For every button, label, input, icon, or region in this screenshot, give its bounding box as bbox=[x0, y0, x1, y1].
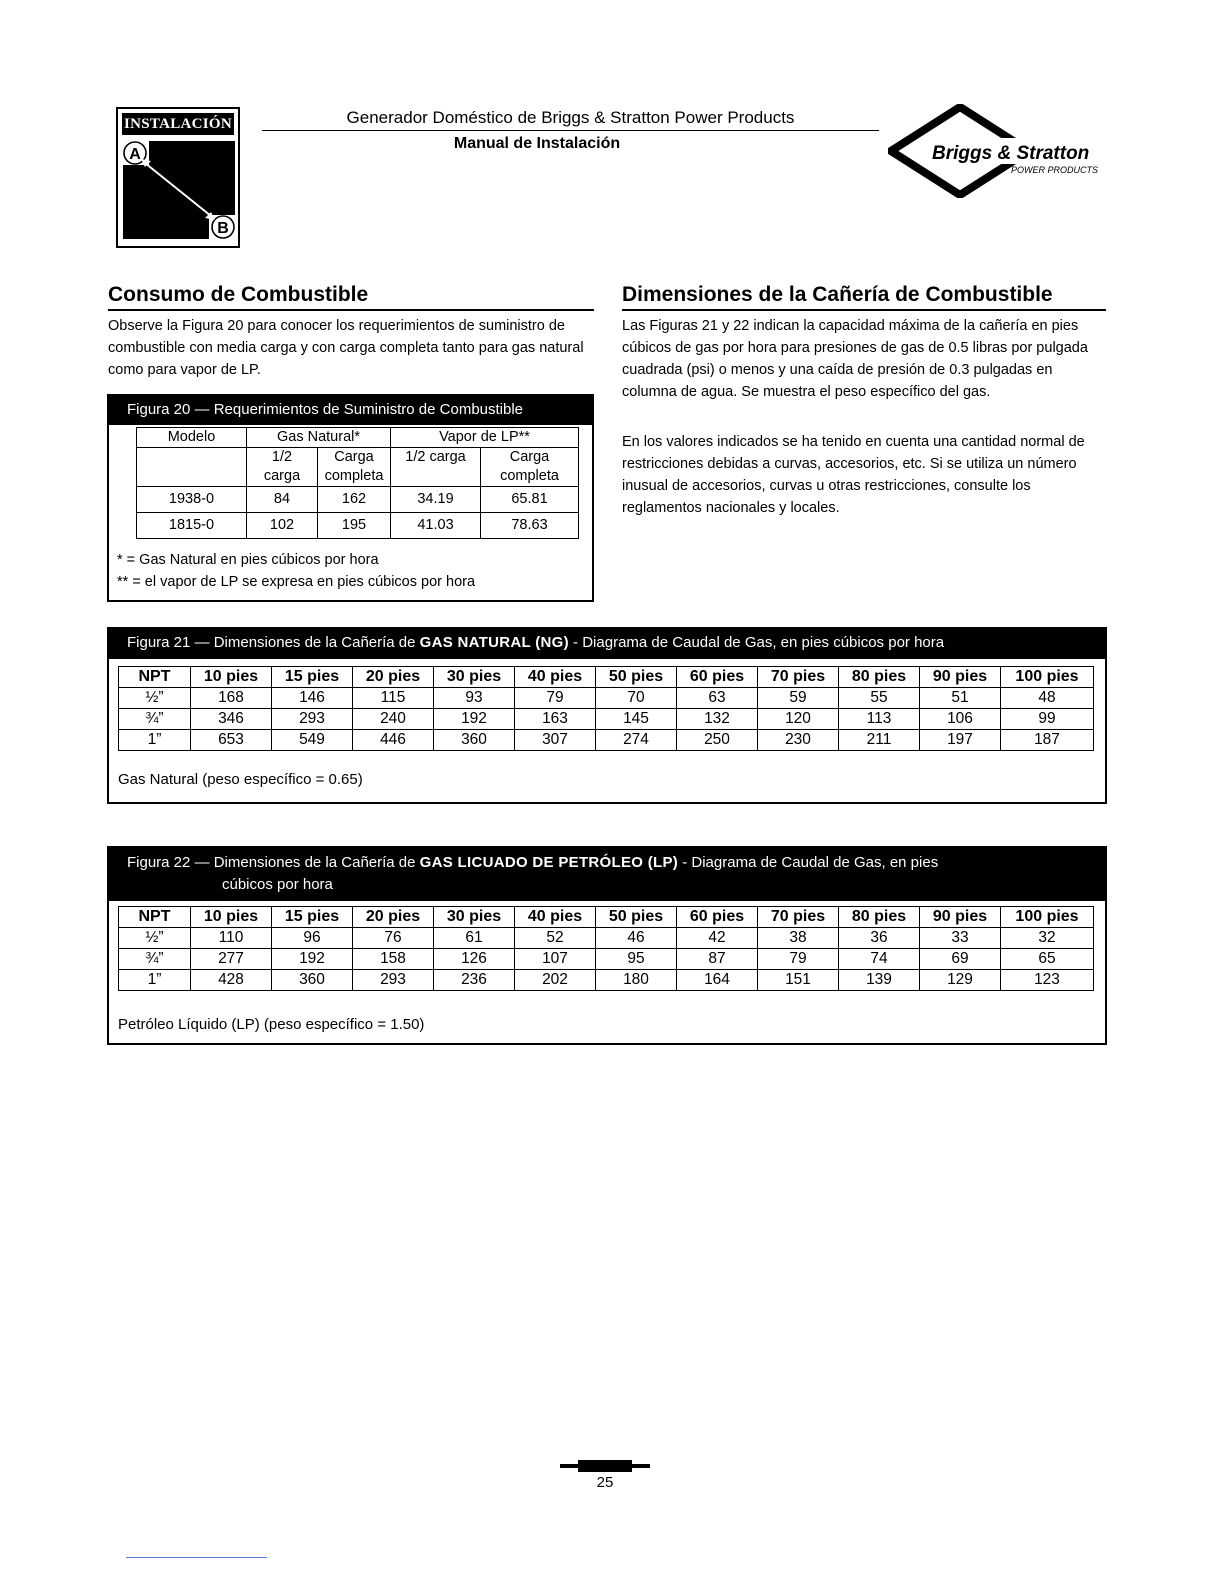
table-cell: 78.63 bbox=[481, 513, 579, 539]
flow-value-cell: 107 bbox=[515, 949, 596, 970]
heading-rule bbox=[622, 309, 1106, 311]
header-cell: Gas Natural* bbox=[247, 428, 391, 448]
header-cell: 90 pies bbox=[920, 907, 1001, 928]
figure-22-lp-gas-pipe-sizing bbox=[107, 846, 1107, 1045]
header-cell: 1/2 carga bbox=[391, 448, 481, 487]
table-cell: 41.03 bbox=[391, 513, 481, 539]
header-cell: 40 pies bbox=[515, 667, 596, 688]
table-cell: 34.19 bbox=[391, 487, 481, 513]
flow-value-cell: 192 bbox=[434, 709, 515, 730]
table-cell: 162 bbox=[318, 487, 391, 513]
flow-value-cell: 192 bbox=[272, 949, 353, 970]
flow-value-cell: 164 bbox=[677, 970, 758, 991]
fuel-requirements-table bbox=[136, 427, 579, 539]
header-cell: Carga completa bbox=[481, 448, 579, 487]
flow-value-cell: 74 bbox=[839, 949, 920, 970]
figure-20-title: Figura 20 — Requerimientos de Suministro de Combustible bbox=[109, 396, 592, 425]
header-cell: Carga completa bbox=[318, 448, 391, 487]
flow-value-cell: 250 bbox=[677, 730, 758, 751]
header-cell: 15 pies bbox=[272, 907, 353, 928]
pipe-size-cell: 1” bbox=[119, 970, 191, 991]
flow-value-cell: 32 bbox=[1001, 928, 1094, 949]
flow-value-cell: 180 bbox=[596, 970, 677, 991]
flow-value-cell: 236 bbox=[434, 970, 515, 991]
header-cell: 1/2 carga bbox=[247, 448, 318, 487]
header-cell: 20 pies bbox=[353, 667, 434, 688]
flow-value-cell: 70 bbox=[596, 688, 677, 709]
fuel-consumption-heading: Consumo de Combustible bbox=[108, 283, 369, 306]
table-row bbox=[119, 970, 1094, 991]
flow-value-cell: 96 bbox=[272, 928, 353, 949]
flow-value-cell: 38 bbox=[758, 928, 839, 949]
table-header-row bbox=[119, 907, 1094, 928]
table-cell: 84 bbox=[247, 487, 318, 513]
flow-value-cell: 79 bbox=[758, 949, 839, 970]
header-cell: 100 pies bbox=[1001, 667, 1094, 688]
header-cell: Modelo bbox=[137, 428, 247, 448]
briggs-stratton-logo bbox=[888, 104, 1108, 198]
flow-value-cell: 79 bbox=[515, 688, 596, 709]
flow-value-cell: 211 bbox=[839, 730, 920, 751]
flow-value-cell: 277 bbox=[191, 949, 272, 970]
header-cell: Vapor de LP** bbox=[391, 428, 579, 448]
footer-link-line bbox=[126, 1557, 267, 1558]
figure-20-fuel-requirements bbox=[107, 394, 594, 602]
flow-value-cell: 240 bbox=[353, 709, 434, 730]
flow-value-cell: 428 bbox=[191, 970, 272, 991]
table-cell: 1938-0 bbox=[137, 487, 247, 513]
flow-value-cell: 99 bbox=[1001, 709, 1094, 730]
natural-gas-specific-gravity-note: Gas Natural (peso específico = 0.65) bbox=[118, 771, 363, 788]
fuel-consumption-paragraph: Observe la Figura 20 para conocer los requerimientos de suministro de combustible con media carga y con carga completa tanto para gas natural como para vapor de LP. bbox=[108, 318, 584, 378]
header-cell: 40 pies bbox=[515, 907, 596, 928]
badge-point-b: B bbox=[217, 220, 229, 237]
figure-21-natural-gas-pipe-sizing bbox=[107, 627, 1107, 804]
table-cell: 1815-0 bbox=[137, 513, 247, 539]
table-row bbox=[119, 688, 1094, 709]
table-row bbox=[119, 928, 1094, 949]
pipe-sizing-paragraph-2: En los valores indicados se ha tenido en cuenta una cantidad normal de restricciones debidas a curvas, accesorios, etc. Si se utiliza un número inusual de accesorios, curvas u otras restricciones, consulte los reglamentos nacionales y locales. bbox=[622, 434, 1085, 516]
figure-21-title: Figura 21 — Dimensiones de la Cañería de GAS NATURAL (NG) - Diagrama de Caudal de Gas, en pies cúbicos por hora bbox=[109, 629, 1105, 659]
header-cell: 10 pies bbox=[191, 667, 272, 688]
table-row bbox=[137, 487, 579, 513]
document-title: Generador Doméstico de Briggs & Stratton Power Products bbox=[346, 108, 795, 127]
footnote-natural-gas: * = Gas Natural en pies cúbicos por hora bbox=[117, 552, 379, 568]
lp-specific-gravity-note: Petróleo Líquido (LP) (peso específico = 1.50) bbox=[118, 1016, 425, 1033]
flow-value-cell: 346 bbox=[191, 709, 272, 730]
header-cell: 70 pies bbox=[758, 667, 839, 688]
table-cell: 65.81 bbox=[481, 487, 579, 513]
footnote-lp-vapor: ** = el vapor de LP se expresa en pies cúbicos por hora bbox=[117, 574, 476, 590]
flow-value-cell: 129 bbox=[920, 970, 1001, 991]
flow-value-cell: 113 bbox=[839, 709, 920, 730]
pipe-size-cell: ¾” bbox=[119, 949, 191, 970]
flow-value-cell: 132 bbox=[677, 709, 758, 730]
flow-value-cell: 36 bbox=[839, 928, 920, 949]
table-cell: 195 bbox=[318, 513, 391, 539]
header-cell: 70 pies bbox=[758, 907, 839, 928]
flow-value-cell: 48 bbox=[1001, 688, 1094, 709]
header-cell: 90 pies bbox=[920, 667, 1001, 688]
header-cell: 30 pies bbox=[434, 907, 515, 928]
flow-value-cell: 95 bbox=[596, 949, 677, 970]
header-cell: 20 pies bbox=[353, 907, 434, 928]
header-cell: 50 pies bbox=[596, 667, 677, 688]
flow-value-cell: 123 bbox=[1001, 970, 1094, 991]
table-subheader-row bbox=[137, 448, 579, 487]
flow-value-cell: 151 bbox=[758, 970, 839, 991]
flow-value-cell: 59 bbox=[758, 688, 839, 709]
flow-value-cell: 307 bbox=[515, 730, 596, 751]
figure-22-title: Figura 22 — Dimensiones de la Cañería de GAS LICUADO DE PETRÓLEO (LP) - Diagrama de Caudal de Gas, en pies cúbicos por hora bbox=[109, 848, 1105, 901]
header-cell: 60 pies bbox=[677, 907, 758, 928]
table-header-row bbox=[119, 667, 1094, 688]
flow-value-cell: 115 bbox=[353, 688, 434, 709]
header-cell: NPT bbox=[119, 907, 191, 928]
header-cell: 80 pies bbox=[839, 667, 920, 688]
flow-value-cell: 61 bbox=[434, 928, 515, 949]
flow-value-cell: 46 bbox=[596, 928, 677, 949]
flow-value-cell: 145 bbox=[596, 709, 677, 730]
flow-value-cell: 653 bbox=[191, 730, 272, 751]
flow-value-cell: 146 bbox=[272, 688, 353, 709]
flow-value-cell: 76 bbox=[353, 928, 434, 949]
flow-value-cell: 65 bbox=[1001, 949, 1094, 970]
section-badge-installation bbox=[116, 107, 240, 248]
pipe-size-cell: 1” bbox=[119, 730, 191, 751]
logo-tagline: POWER PRODUCTS bbox=[1010, 165, 1098, 175]
flow-value-cell: 163 bbox=[515, 709, 596, 730]
header-cell: 100 pies bbox=[1001, 907, 1094, 928]
pipe-sizing-paragraph-1: Las Figuras 21 y 22 indican la capacidad máxima de la cañería en pies cúbicos de gas por hora para presiones de gas de 0.5 libras por pulgada cuadrada (psi) o menos y una caída de presión de 0.3 pulgadas en columna de agua. Se muestra el peso específico del gas. bbox=[622, 318, 1088, 400]
flow-value-cell: 106 bbox=[920, 709, 1001, 730]
flow-value-cell: 139 bbox=[839, 970, 920, 991]
header-divider bbox=[262, 130, 879, 131]
flow-value-cell: 274 bbox=[596, 730, 677, 751]
table-header-row bbox=[137, 428, 579, 448]
flow-value-cell: 33 bbox=[920, 928, 1001, 949]
pipe-size-cell: ¾” bbox=[119, 709, 191, 730]
flow-value-cell: 63 bbox=[677, 688, 758, 709]
flow-value-cell: 55 bbox=[839, 688, 920, 709]
badge-label: INSTALACIÓN bbox=[122, 113, 234, 135]
heading-rule bbox=[108, 309, 594, 311]
flow-value-cell: 549 bbox=[272, 730, 353, 751]
pipe-size-cell: ½” bbox=[119, 688, 191, 709]
a-to-b-diagram-icon bbox=[121, 139, 237, 243]
flow-value-cell: 197 bbox=[920, 730, 1001, 751]
table-row bbox=[119, 730, 1094, 751]
header-cell: NPT bbox=[119, 667, 191, 688]
lp-gas-flow-table bbox=[118, 906, 1094, 991]
flow-value-cell: 187 bbox=[1001, 730, 1094, 751]
table-row bbox=[137, 513, 579, 539]
header-cell: 80 pies bbox=[839, 907, 920, 928]
flow-value-cell: 158 bbox=[353, 949, 434, 970]
flow-value-cell: 93 bbox=[434, 688, 515, 709]
page-number-bar bbox=[560, 1460, 650, 1472]
header-cell: 15 pies bbox=[272, 667, 353, 688]
flow-value-cell: 446 bbox=[353, 730, 434, 751]
flow-value-cell: 293 bbox=[272, 709, 353, 730]
table-row bbox=[119, 709, 1094, 730]
header-cell bbox=[137, 448, 247, 487]
flow-value-cell: 87 bbox=[677, 949, 758, 970]
pipe-size-cell: ½” bbox=[119, 928, 191, 949]
pipe-sizing-heading: Dimensiones de la Cañería de Combustible bbox=[622, 283, 1053, 306]
flow-value-cell: 202 bbox=[515, 970, 596, 991]
flow-value-cell: 168 bbox=[191, 688, 272, 709]
flow-value-cell: 52 bbox=[515, 928, 596, 949]
flow-value-cell: 42 bbox=[677, 928, 758, 949]
natural-gas-flow-table bbox=[118, 666, 1094, 751]
header-cell: 50 pies bbox=[596, 907, 677, 928]
flow-value-cell: 360 bbox=[434, 730, 515, 751]
table-cell: 102 bbox=[247, 513, 318, 539]
header-cell: 30 pies bbox=[434, 667, 515, 688]
badge-point-a: A bbox=[129, 146, 141, 163]
manual-subtitle: Manual de Instalación bbox=[453, 135, 621, 152]
flow-value-cell: 360 bbox=[272, 970, 353, 991]
flow-value-cell: 120 bbox=[758, 709, 839, 730]
flow-value-cell: 293 bbox=[353, 970, 434, 991]
flow-value-cell: 69 bbox=[920, 949, 1001, 970]
logo-brand-text: Briggs & Stratton bbox=[932, 143, 1090, 164]
flow-value-cell: 110 bbox=[191, 928, 272, 949]
flow-value-cell: 51 bbox=[920, 688, 1001, 709]
flow-value-cell: 230 bbox=[758, 730, 839, 751]
table-row bbox=[119, 949, 1094, 970]
page-number: 25 bbox=[596, 1474, 614, 1491]
header-cell: 60 pies bbox=[677, 667, 758, 688]
flow-value-cell: 126 bbox=[434, 949, 515, 970]
header-cell: 10 pies bbox=[191, 907, 272, 928]
